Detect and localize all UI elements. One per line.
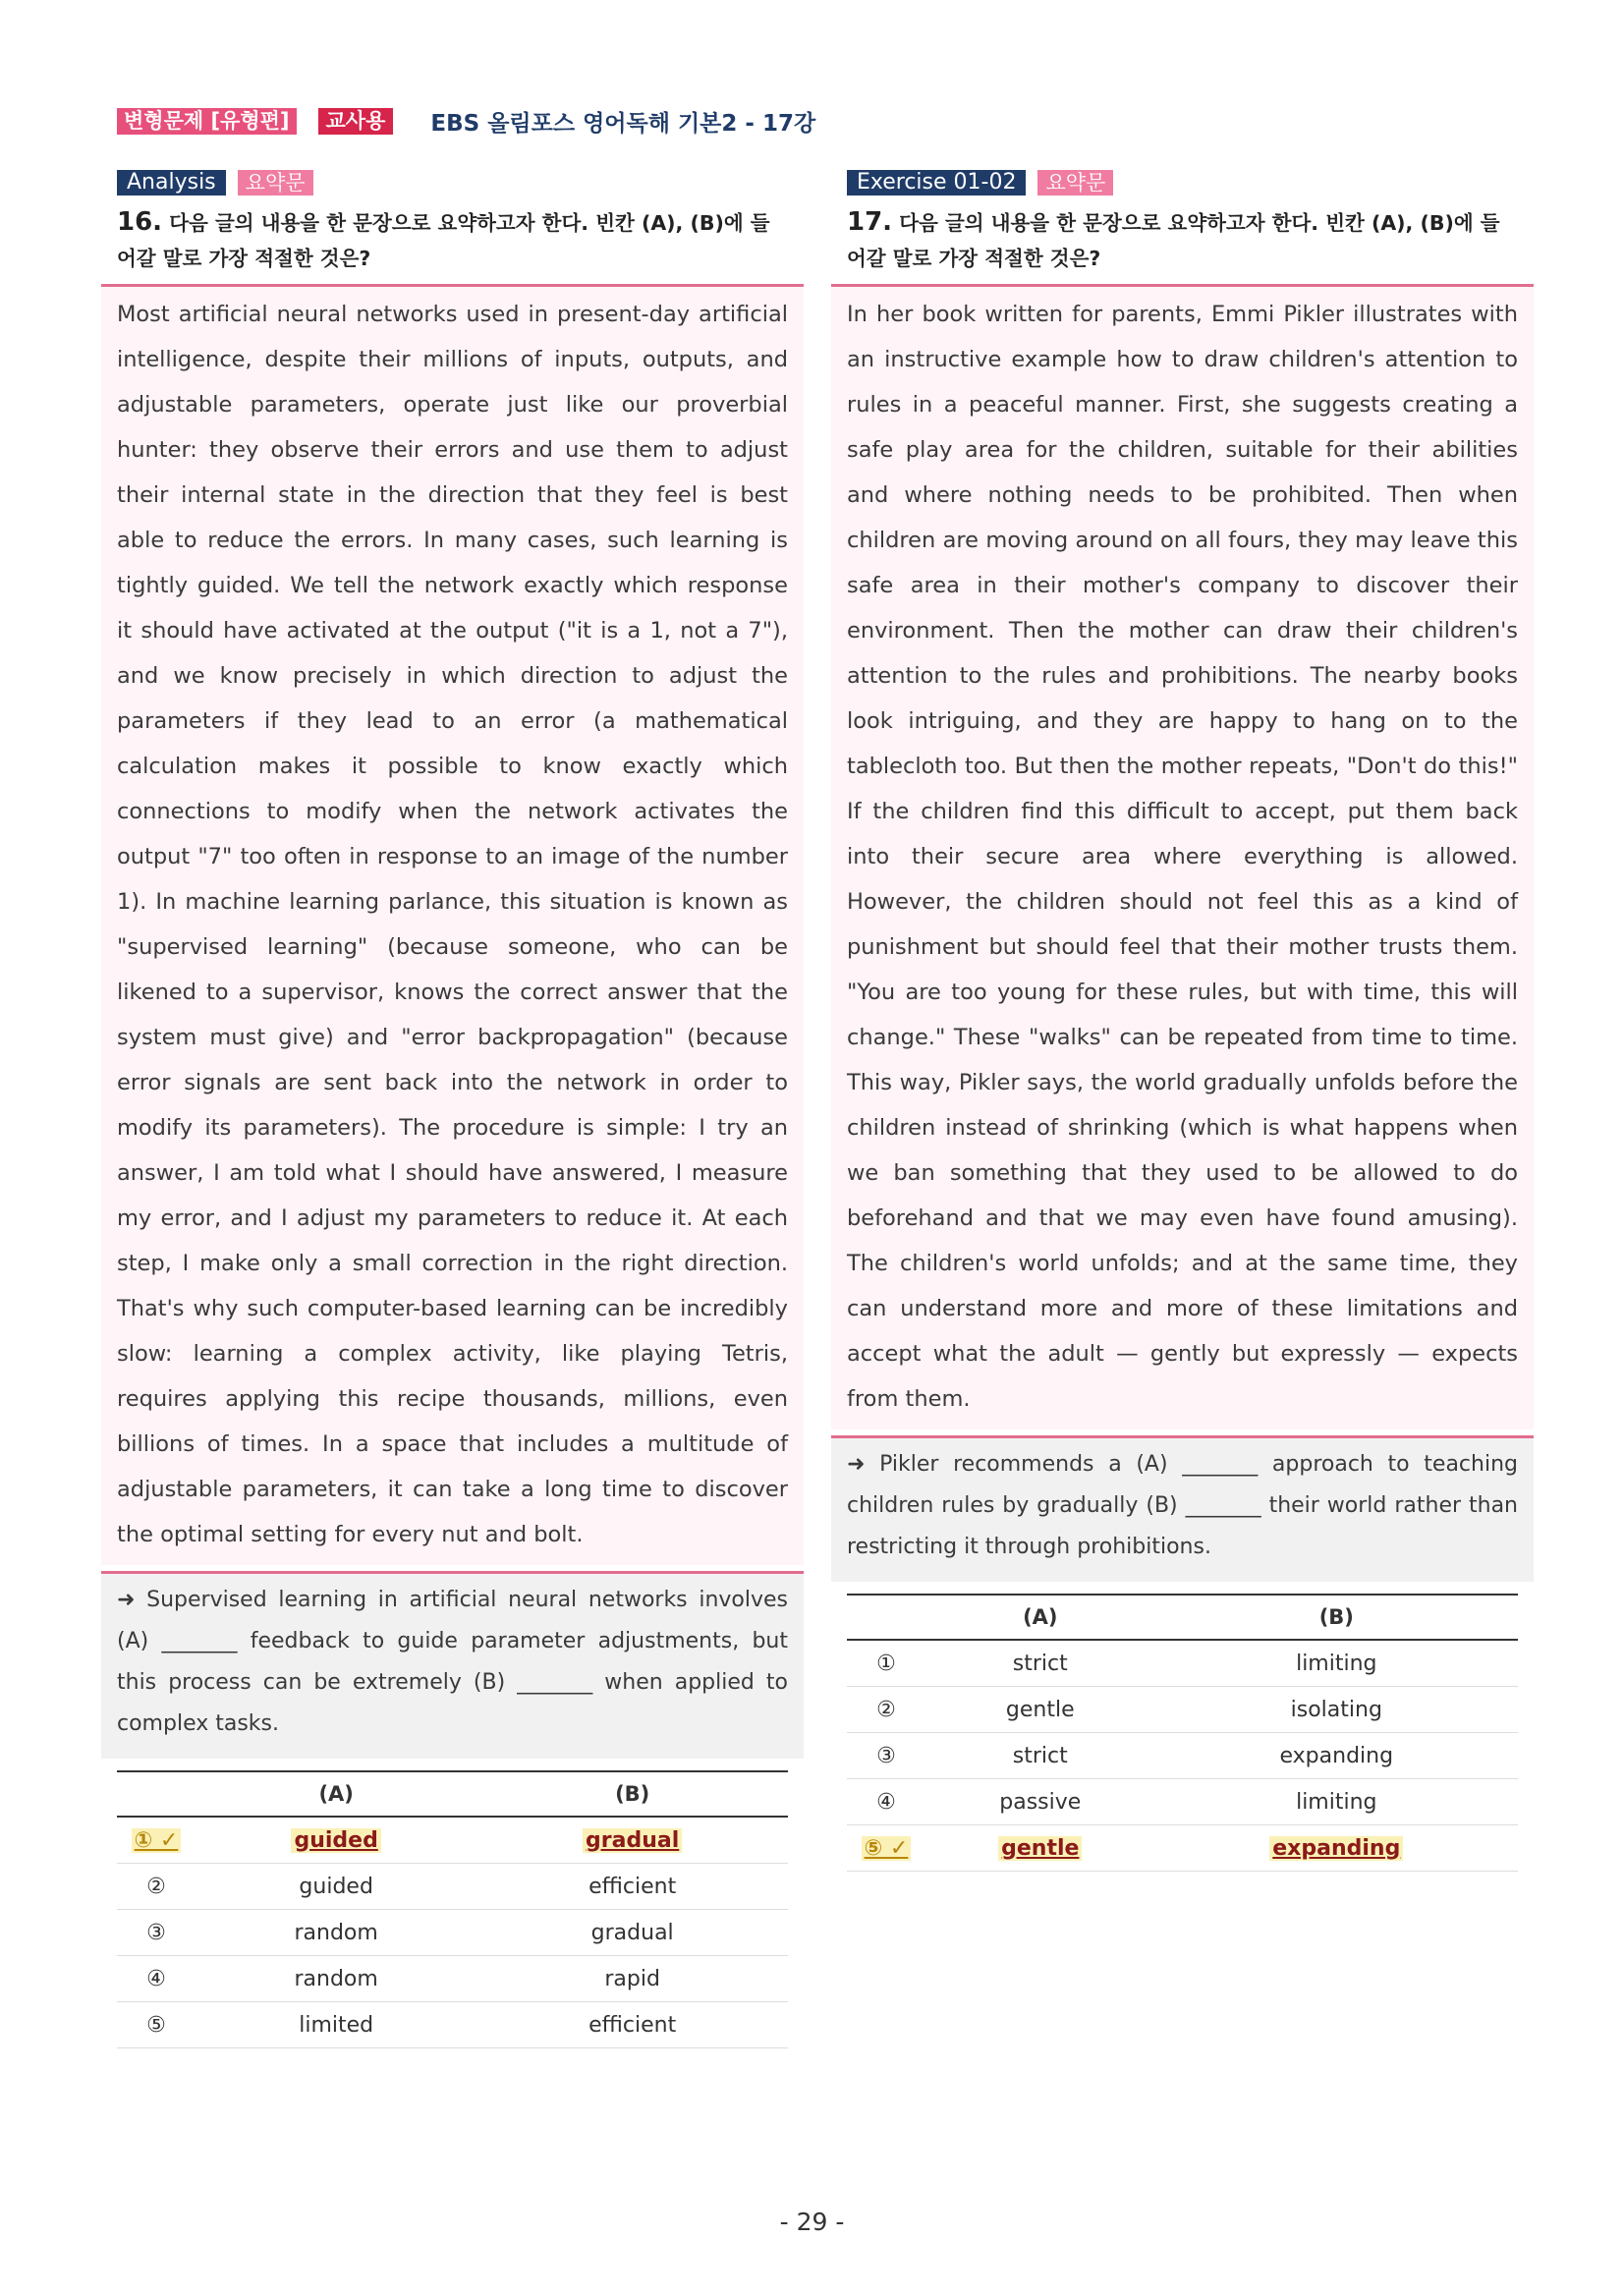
choice-a-text: guided [299, 1874, 373, 1899]
choice-b [476, 1817, 788, 1864]
question-number: 17. [847, 207, 893, 237]
choice-a-text: strict [1012, 1651, 1068, 1676]
choice-a [196, 1956, 476, 2002]
choice-b-text: limiting [1296, 1789, 1377, 1815]
question-text: 다음 글의 내용을 한 문장으로 요약하고자 한다. 빈칸 (A), (B)에 들어갈 말로 가장 적절한 것은? [847, 211, 1500, 270]
choices-header-number [847, 1595, 925, 1640]
choices-header-a: (A) [196, 1771, 476, 1817]
choice-number-text: ③ [876, 1743, 896, 1768]
choice-b-text: limiting [1296, 1651, 1377, 1676]
question-tags [117, 169, 804, 196]
choice-b-text: efficient [588, 2012, 677, 2038]
choice-b [1155, 1640, 1518, 1687]
choice-number-text: ⑤ ✓ [862, 1836, 912, 1861]
choice-a [196, 2002, 476, 2048]
choice-b-text: gradual [583, 1828, 682, 1853]
choice-row [847, 1687, 1518, 1733]
choices-header-number [117, 1771, 196, 1817]
choices-header-row [117, 1771, 788, 1817]
choice-row [847, 1640, 1518, 1687]
choice-number [117, 1910, 196, 1956]
choice-a [925, 1733, 1155, 1779]
choice-a-text: gentle [998, 1836, 1082, 1861]
choice-a [925, 1779, 1155, 1825]
question-17-column [831, 169, 1534, 1872]
question-text: 다음 글의 내용을 한 문장으로 요약하고자 한다. 빈칸 (A), (B)에 들어갈 말로 가장 적절한 것은? [117, 211, 770, 270]
page-header [117, 106, 815, 136]
choice-b [1155, 1825, 1518, 1872]
choice-a-text: random [294, 1966, 378, 1991]
choice-a [925, 1687, 1155, 1733]
choice-number-text: ① ✓ [132, 1828, 182, 1853]
choice-number [117, 2002, 196, 2048]
choice-number-text: ① [876, 1651, 896, 1676]
choice-a-text: passive [999, 1789, 1082, 1815]
answer-choices-table [117, 1770, 788, 2048]
choice-number-text: ④ [876, 1789, 896, 1815]
choice-row [117, 1910, 788, 1956]
choices-header-a: (A) [925, 1595, 1155, 1640]
choice-number [847, 1779, 925, 1825]
choice-a [925, 1825, 1155, 1872]
summary-sentence: ➜ Pikler recommends a (A) _______ approach to teaching children rules by gradually (B) _______ their world rather than restricting it through prohibitions. [831, 1435, 1534, 1582]
choice-row [117, 1956, 788, 2002]
choice-b-text: expanding [1279, 1743, 1394, 1768]
choice-number-text: ⑤ [146, 2012, 166, 2038]
choice-number [117, 1956, 196, 2002]
choice-a-text: gentle [1005, 1697, 1075, 1722]
analysis-tag: Analysis [117, 170, 226, 196]
teacher-tag: 교사용 [318, 108, 394, 135]
page-number: - 29 - [779, 2208, 845, 2236]
choice-a-text: random [294, 1920, 378, 1945]
answer-choices-table [847, 1594, 1518, 1872]
question-16-column [101, 169, 804, 2048]
choice-b-text: efficient [588, 1874, 677, 1899]
choice-number [847, 1825, 925, 1872]
choice-number-text: ② [146, 1874, 166, 1899]
choice-b-text: gradual [590, 1920, 674, 1945]
choice-b-text: expanding [1269, 1836, 1403, 1861]
choices-header-b: (B) [476, 1771, 788, 1817]
summary-sentence: ➜ Supervised learning in artificial neural networks involves (A) _______ feedback to guide parameter adjustments, but this process can be extremely (B) _______ when applied to complex tasks. [101, 1571, 804, 1759]
choice-row [847, 1825, 1518, 1872]
exercise-tag: Exercise 01-02 [847, 170, 1026, 196]
question-number: 16. [117, 207, 163, 237]
choice-a-text: guided [291, 1828, 380, 1853]
choice-b [476, 1956, 788, 2002]
choice-a-text: limited [299, 2012, 374, 2038]
type-tag: 변형문제 [유형편] [117, 108, 297, 135]
choice-row [847, 1733, 1518, 1779]
choice-b [476, 2002, 788, 2048]
choice-a-text: strict [1012, 1743, 1068, 1768]
choice-number-text: ③ [146, 1920, 166, 1945]
question-tags [847, 169, 1534, 196]
choice-b [1155, 1687, 1518, 1733]
choices-header-row [847, 1595, 1518, 1640]
page-title: EBS 올림포스 영어독해 기본2 - 17강 [430, 110, 816, 137]
choice-a [196, 1817, 476, 1864]
choice-b [476, 1864, 788, 1910]
choice-row [117, 1864, 788, 1910]
choice-number [117, 1817, 196, 1864]
choice-b [476, 1910, 788, 1956]
choice-a [196, 1864, 476, 1910]
choice-b-text: rapid [604, 1966, 660, 1991]
question-title [117, 204, 785, 276]
question-title [847, 204, 1515, 276]
choice-b [1155, 1779, 1518, 1825]
summary-tag: 요약문 [238, 170, 313, 196]
passage: Most artificial neural networks used in present-day artificial intelligence, despite their millions of inputs, outputs, and adjustable parameters, operate just like our proverbial hunter: they observe their errors and use them to adjust their internal state in the direction that they feel is best able to reduce the errors. In many cases, such learning is tightly guided. We tell the network exactly which response it should have activated at the output ("it is a 1, not a 7"), and we know precisely in which direction to adjust the parameters if they lead to an error (a mathematical calculation makes it possible to know exactly which connections to modify when the network activates the output "7" too often in response to an image of the number 1). In machine learning parlance, this situation is known as "supervised learning" (because someone, who can be likened to a supervisor, knows the correct answer that the system must give) and "error backpropagation" (because error signals are sent back into the network in order to modify its parameters). The procedure is simple: I try an answer, I am told what I should have answered, I measure my error, and I adjust my parameters to reduce it. At each step, I make only a small correction in the right direction. That's why such computer-based learning can be incredibly slow: learning a complex activity, like playing Tetris, requires applying this recipe thousands, millions, even billions of times. In a space that includes a multitude of adjustable parameters, it can take a long time to discover the optimal setting for every nut and bolt. [101, 284, 804, 1565]
choice-row [847, 1779, 1518, 1825]
choice-a [925, 1640, 1155, 1687]
summary-tag: 요약문 [1037, 170, 1113, 196]
choice-b-text: isolating [1290, 1697, 1382, 1722]
choice-number [847, 1640, 925, 1687]
choices-header-b: (B) [1155, 1595, 1518, 1640]
choice-number-text: ② [876, 1697, 896, 1722]
choice-b [1155, 1733, 1518, 1779]
choice-a [196, 1910, 476, 1956]
choice-number [847, 1687, 925, 1733]
choice-row [117, 1817, 788, 1864]
choice-number [117, 1864, 196, 1910]
passage: In her book written for parents, Emmi Pikler illustrates with an instructive example how to draw children's attention to rules in a peaceful manner. First, she suggests creating a safe play area for the children, suitable for their abilities and where nothing needs to be prohibited. Then when children are moving around on all fours, they may leave this safe area in their mother's company to discover their environment. Then the mother can draw their children's attention to the rules and prohibitions. The nearby books look intriguing, and they are happy to hang on to the tablecloth too. But then the mother repeats, "Don't do this!" If the children find this difficult to accept, put them back into their secure area where everything is allowed. However, the children should not feel this as a kind of punishment but should feel that their mother trusts them. "You are too young for these rules, but with time, this will change." These "walks" can be repeated from time to time. This way, Pikler says, the world gradually unfolds before the children instead of shrinking (which is what happens when we ban something that they used to be allowed to do beforehand and that we may even have found amusing). The children's world unfolds; and at the same time, they can understand more and more of these limitations and accept what the adult — gently but expressly — expects from them. [831, 284, 1534, 1429]
choice-number [847, 1733, 925, 1779]
choice-row [117, 2002, 788, 2048]
choice-number-text: ④ [146, 1966, 166, 1991]
